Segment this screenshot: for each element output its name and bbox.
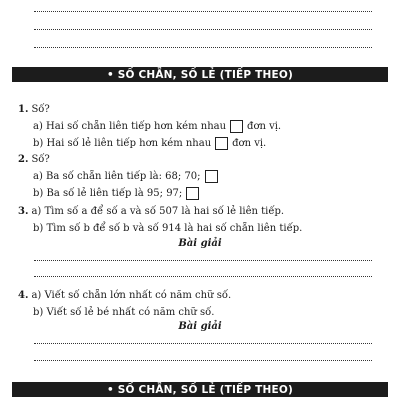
q1b-text: b) Hai số lẻ liên tiếp hơn kém nhau <box>33 137 212 149</box>
q3a-text: a) Tìm số a để số a và số 507 là hai số lẻ liên tiếp. <box>31 206 285 217</box>
q3-number: 3. <box>18 206 29 217</box>
answer-line <box>34 260 372 261</box>
q3-solution-heading: Bài giải <box>178 238 222 249</box>
q2a-text: a) Ba số chẵn liên tiếp là: 68; 70; <box>33 170 201 182</box>
q2a-line <box>33 170 222 183</box>
answer-line <box>34 11 372 12</box>
answer-line <box>34 343 372 344</box>
q2a-answer-box[interactable] <box>205 170 218 183</box>
q1a-text: a) Hai số chẵn liên tiếp hơn kém nhau <box>33 120 227 132</box>
q2-number: 2. <box>18 154 29 165</box>
q3a-line <box>18 206 284 218</box>
answer-line <box>34 276 372 277</box>
section-banner-bottom: • SỐ CHẴN, SỐ LẺ (TIẾP THEO) <box>12 382 388 397</box>
q1b-answer-box[interactable] <box>215 137 228 150</box>
q4a-text: a) Viết số chẵn lớn nhất có năm chữ số. <box>31 290 232 301</box>
q4-number: 4. <box>18 290 29 301</box>
answer-line <box>34 47 372 48</box>
q1b-unit: đơn vị. <box>232 137 267 149</box>
q2b-text: b) Ba số lẻ liên tiếp là 95; 97; <box>33 187 183 199</box>
q1b-line <box>33 137 266 150</box>
q1-title <box>18 104 50 116</box>
q3b-text: b) Tìm số b để số b và số 914 là hai số chẵn liên tiếp. <box>33 223 303 234</box>
q2b-answer-box[interactable] <box>186 187 199 200</box>
q3b-line <box>33 223 302 235</box>
q4a-line <box>18 290 231 302</box>
q1-label: Số? <box>31 104 50 115</box>
answer-line <box>34 29 372 30</box>
q4b-line <box>33 307 214 319</box>
q2-title <box>18 154 50 166</box>
q1a-line <box>33 120 281 133</box>
answer-line <box>34 360 372 361</box>
q1a-answer-box[interactable] <box>230 120 243 133</box>
q4-solution-heading: Bài giải <box>178 321 222 332</box>
q2-label: Số? <box>31 154 50 165</box>
q1a-unit: đơn vị. <box>247 120 282 132</box>
q1-number: 1. <box>18 104 29 115</box>
section-banner-top: • SỐ CHẴN, SỐ LẺ (TIẾP THEO) <box>12 67 388 82</box>
q2b-line <box>33 187 203 200</box>
q4b-text: b) Viết số lẻ bé nhất có năm chữ số. <box>33 307 215 318</box>
